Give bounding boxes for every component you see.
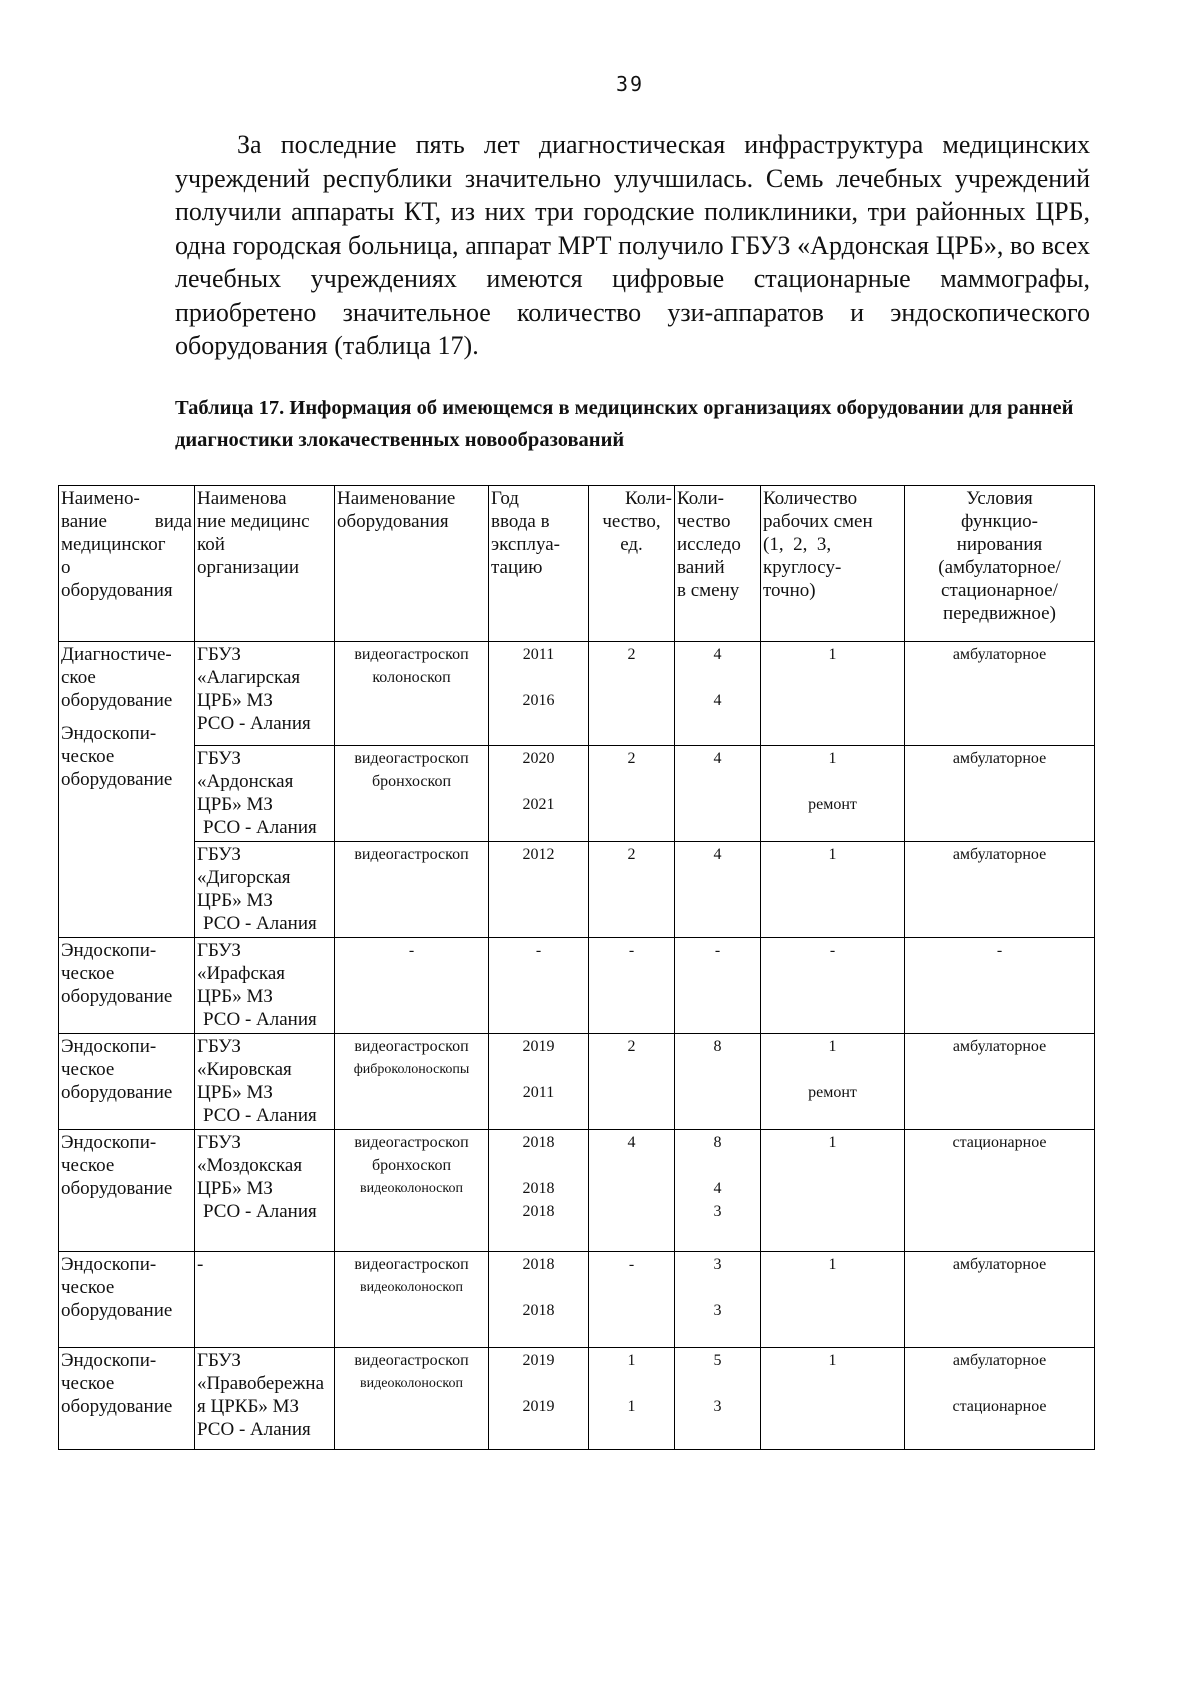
organization-cell: ГБУЗ «Дигорская ЦРБ» МЗ РСО - Алания: [195, 842, 335, 938]
equipment-type-cell: Эндоскопи- ческое оборудование: [59, 1252, 195, 1348]
shifts-cell: -: [761, 938, 905, 1034]
conditions-cell: амбулаторное: [905, 746, 1095, 842]
table-row: [59, 1252, 1095, 1348]
quantity-cell: 2: [589, 746, 675, 842]
table-row: [59, 642, 1095, 746]
table-row: [59, 842, 1095, 938]
organization-cell: ГБУЗ «Алагирская ЦРБ» МЗ РСО - Алания: [195, 642, 335, 746]
table-row: [59, 1034, 1095, 1130]
header-quantity: Коли- чество, ед.: [589, 486, 675, 642]
header-organization: Наименова ние медицинс кой организации: [195, 486, 335, 642]
shifts-cell: 1: [761, 1130, 905, 1252]
quantity-cell: 2: [589, 842, 675, 938]
conditions-cell: стационарное: [905, 1130, 1095, 1252]
organization-cell: ГБУЗ «Моздокская ЦРБ» МЗ РСО - Алания: [195, 1130, 335, 1252]
organization-cell: ГБУЗ «Правобережна я ЦРКБ» МЗ РСО - Алания: [195, 1348, 335, 1450]
conditions-cell: амбулаторное стационарное: [905, 1348, 1095, 1450]
table-row: [59, 1348, 1095, 1450]
shifts-cell: 1: [761, 1252, 905, 1348]
quantity-cell: -: [589, 938, 675, 1034]
header-studies: Коли- чество исследо ваний в смену: [675, 486, 761, 642]
equipment-cell: видеогастроскоп бронхоскоп видеоколоноскоп: [335, 1130, 489, 1252]
table-row: [59, 746, 1095, 842]
year-cell: 2012: [489, 842, 589, 938]
shifts-cell: 1: [761, 642, 905, 746]
studies-cell: 5 3: [675, 1348, 761, 1450]
organization-cell: ГБУЗ «Кировская ЦРБ» МЗ РСО - Алания: [195, 1034, 335, 1130]
conditions-cell: амбулаторное: [905, 642, 1095, 746]
table-row: [59, 1130, 1095, 1252]
equipment-cell: видеогастроскоп: [335, 842, 489, 938]
table-caption: Таблица 17. Информация об имеющемся в медицинских организациях оборудовании для ранней диагностики злокачественных новообразований: [175, 397, 1074, 451]
equipment-table: [58, 485, 1095, 1450]
year-cell: 2011 2016: [489, 642, 589, 746]
shifts-cell: 1 ремонт: [761, 1034, 905, 1130]
table-row: [59, 938, 1095, 1034]
quantity-cell: 2: [589, 642, 675, 746]
organization-cell: ГБУЗ «Ирафская ЦРБ» МЗ РСО - Алания: [195, 938, 335, 1034]
equipment-type-cell: Эндоскопи- ческое оборудование: [59, 1034, 195, 1130]
year-cell: 2019 2011: [489, 1034, 589, 1130]
header-year: Год ввода в эксплуа- тацию: [489, 486, 589, 642]
header-equipment-name: Наименование оборудования: [335, 486, 489, 642]
shifts-cell: 1: [761, 842, 905, 938]
equipment-type-cell: Эндоскопи- ческое оборудование: [59, 1348, 195, 1450]
intro-paragraph: За последние пять лет диагностическая инфраструктура медицинских учреждений республики значительно улучшилась. Семь лечебных учреждений получили аппараты КТ, из них три городские поликлиники, три районных ЦРБ, одна городская больница, аппарат МРТ получило ГБУЗ «Ардонская ЦРБ», во всех лечебных учреждениях имеются цифровые стационарные маммографы, приобретено значительное количество узи-аппаратов и эндоскопического оборудования (таблица 17).: [175, 130, 1090, 360]
conditions-cell: амбулаторное: [905, 842, 1095, 938]
shifts-cell: 1 ремонт: [761, 746, 905, 842]
table-header-row: [59, 486, 1095, 642]
year-cell: 2018 2018 2018: [489, 1130, 589, 1252]
conditions-cell: -: [905, 938, 1095, 1034]
header-equipment-type: Наимено- вание вида медицинског о оборудования: [59, 486, 195, 642]
quantity-cell: 1 1: [589, 1348, 675, 1450]
studies-cell: 4: [675, 842, 761, 938]
equipment-cell: видеогастроскоп видеоколоноскоп: [335, 1252, 489, 1348]
equipment-cell: видеогастроскоп бронхоскоп: [335, 746, 489, 842]
year-cell: 2019 2019: [489, 1348, 589, 1450]
equipment-cell: видеогастроскоп видеоколоноскоп: [335, 1348, 489, 1450]
quantity-cell: 4: [589, 1130, 675, 1252]
studies-cell: 3 3: [675, 1252, 761, 1348]
quantity-cell: 2: [589, 1034, 675, 1130]
shifts-cell: 1: [761, 1348, 905, 1450]
equipment-cell: -: [335, 938, 489, 1034]
quantity-cell: -: [589, 1252, 675, 1348]
conditions-cell: амбулаторное: [905, 1252, 1095, 1348]
year-cell: -: [489, 938, 589, 1034]
equipment-type-cell: Эндоскопи- ческое оборудование: [59, 1130, 195, 1252]
header-shifts: Количество рабочих смен (1, 2, 3, круглосу- точно): [761, 486, 905, 642]
conditions-cell: амбулаторное: [905, 1034, 1095, 1130]
organization-cell: -: [195, 1252, 335, 1348]
equipment-type-cell: Эндоскопи- ческое оборудование: [59, 938, 195, 1034]
header-conditions: Условия функцио- нирования (амбулаторное/ стационарное/ передвижное): [905, 486, 1095, 642]
equipment-cell: видеогастроскоп фиброколоноскопы: [335, 1034, 489, 1130]
year-cell: 2018 2018: [489, 1252, 589, 1348]
studies-cell: 8: [675, 1034, 761, 1130]
studies-cell: 8 4 3: [675, 1130, 761, 1252]
studies-cell: 4: [675, 746, 761, 842]
page-number: 39: [615, 72, 645, 96]
year-cell: 2020 2021: [489, 746, 589, 842]
equipment-cell: видеогастроскоп колоноскоп: [335, 642, 489, 746]
studies-cell: -: [675, 938, 761, 1034]
organization-cell: ГБУЗ «Ардонская ЦРБ» МЗ РСО - Алания: [195, 746, 335, 842]
studies-cell: 4 4: [675, 642, 761, 746]
equipment-type-cell: Диагностиче- ское оборудование Эндоскопи- ческое оборудование: [59, 642, 195, 938]
